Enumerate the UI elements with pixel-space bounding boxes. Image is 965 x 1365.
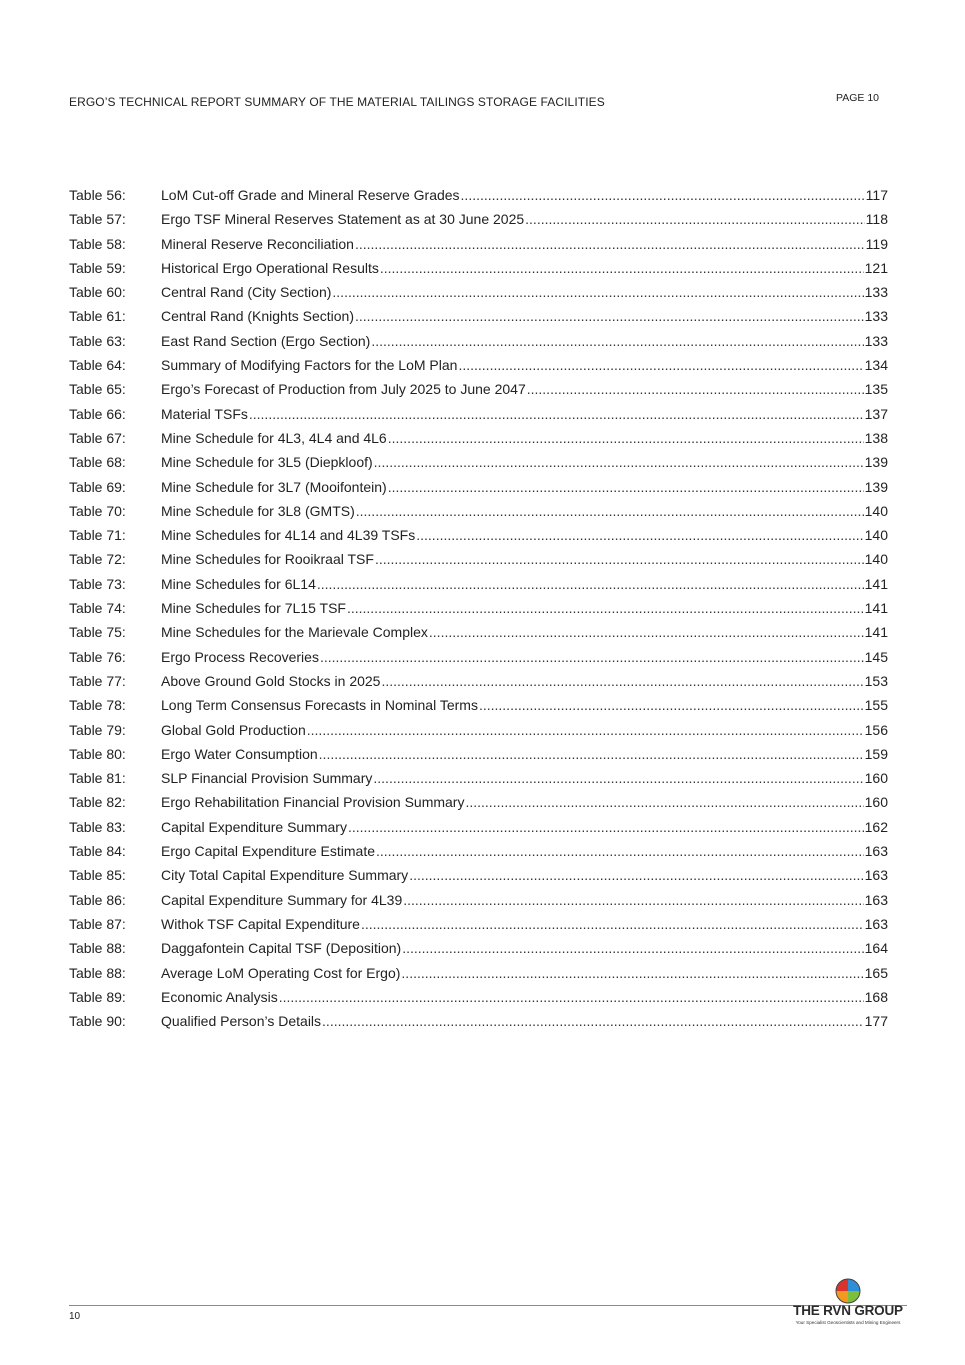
toc-entry[interactable]: [69, 452, 888, 476]
toc-dot-leader: [465, 792, 863, 812]
toc-dot-leader: [388, 477, 864, 497]
toc-dot-leader: [388, 428, 864, 448]
toc-dot-leader: [429, 622, 864, 642]
toc-dot-leader: [371, 331, 863, 351]
toc-entry-number: Table 86:: [69, 891, 126, 908]
toc-entry-title: Mine Schedules for the Marievale Complex: [161, 624, 428, 641]
toc-entry-title: City Total Capital Expenditure Summary: [161, 867, 409, 884]
toc-entry[interactable]: [69, 817, 888, 841]
toc-dot-leader: [249, 404, 864, 424]
toc-entry[interactable]: [69, 938, 888, 962]
toc-entry-title: Central Rand (City Section): [161, 284, 332, 301]
toc-entry-page: 118: [865, 211, 888, 228]
toc-entry[interactable]: [69, 234, 888, 258]
toc-dot-leader: [409, 865, 863, 885]
toc-entry-number: Table 65:: [69, 381, 126, 398]
toc-entry-title: Mine Schedule for 4L3, 4L4 and 4L6: [161, 429, 387, 446]
toc-dot-leader: [361, 914, 864, 934]
toc-entry[interactable]: [69, 282, 888, 306]
toc-entry-title: Qualified Person’s Details: [161, 1013, 322, 1030]
toc-dot-leader: [380, 258, 864, 278]
toc-entry-number: Table 56:: [69, 187, 126, 203]
toc-dot-leader: [479, 695, 864, 715]
toc-entry-title: Above Ground Gold Stocks in 2025: [161, 672, 381, 689]
logo-pinwheel-icon: [834, 1277, 862, 1305]
toc-entry-title: Capital Expenditure Summary for 4L39: [161, 891, 403, 908]
toc-entry-title: Economic Analysis: [161, 988, 278, 1005]
toc-entry-number: Table 81:: [69, 770, 126, 787]
toc-entry-page: 145: [864, 648, 888, 665]
toc-entry-page: 156: [864, 721, 888, 738]
toc-entry-title: Central Rand (Knights Section): [161, 308, 354, 325]
toc-dot-leader: [307, 720, 864, 740]
toc-entry[interactable]: [69, 647, 888, 671]
toc-entry-page: 164: [864, 940, 888, 957]
toc-entry-page: 133: [864, 332, 888, 349]
toc-entry[interactable]: [69, 258, 888, 282]
toc-entry-number: Table 72:: [69, 551, 126, 568]
logo-tagline: Your Specialist Geoscientists and Mining Engineers: [795, 1320, 901, 1325]
header-title: ERGO’S TECHNICAL REPORT SUMMARY OF THE MATERIAL TAILINGS STORAGE FACILITIES: [69, 95, 605, 109]
toc-entry-title: Global Gold Production: [161, 721, 306, 738]
toc-entry-page: 117: [865, 187, 888, 203]
toc-entry-number: Table 77:: [69, 672, 126, 689]
toc-entry-title: Material TSFs: [161, 405, 248, 422]
toc-entry-number: Table 76:: [69, 648, 126, 665]
toc-dot-leader: [374, 452, 864, 472]
toc-entry-page: 177: [864, 1013, 888, 1030]
toc-entry[interactable]: [69, 598, 888, 622]
toc-entry[interactable]: [69, 209, 888, 233]
toc-entry[interactable]: [69, 477, 888, 501]
toc-entry-title: Mine Schedules for 4L14 and 4L39 TSFs: [161, 527, 416, 544]
toc-entry-title: Withok TSF Capital Expenditure: [161, 915, 360, 932]
toc-dot-leader: [356, 501, 864, 521]
toc-dot-leader: [348, 817, 864, 837]
toc-entry-page: 140: [864, 551, 888, 568]
toc-entry-title: Mine Schedules for Rooikraal TSF: [161, 551, 374, 568]
toc-dot-leader: [355, 234, 865, 254]
toc-entry-page: 160: [864, 794, 888, 811]
toc-entry-page: 141: [864, 624, 888, 641]
toc-entry[interactable]: [69, 792, 888, 816]
toc-entry-number: Table 88:: [69, 964, 126, 981]
toc-entry-title: Average LoM Operating Cost for Ergo): [161, 964, 401, 981]
toc-entry[interactable]: [69, 963, 888, 987]
toc-entry[interactable]: [69, 501, 888, 525]
toc-dot-leader: [376, 841, 864, 861]
toc-entry-number: Table 71:: [69, 527, 126, 544]
toc-entry-number: Table 87:: [69, 915, 126, 932]
toc-entry-page: 141: [864, 600, 888, 617]
toc-entry-number: Table 75:: [69, 624, 126, 641]
toc-entry[interactable]: [69, 574, 888, 598]
toc-entry-page: 139: [864, 454, 888, 471]
toc-entry[interactable]: [69, 744, 888, 768]
toc-dot-leader: [461, 185, 865, 205]
toc-entry-title: Ergo’s Forecast of Production from July 2025 to June 2047: [161, 381, 526, 398]
toc-entry-number: Table 59:: [69, 259, 126, 276]
toc-entry-page: 140: [864, 527, 888, 544]
toc-entry-title: Long Term Consensus Forecasts in Nominal Terms: [161, 697, 478, 714]
toc-entry-page: 138: [864, 429, 888, 446]
toc-entry-page: 133: [864, 284, 888, 301]
toc-entry-number: Table 73:: [69, 575, 126, 592]
toc-entry[interactable]: [69, 404, 888, 428]
table-of-contents: [69, 185, 888, 1035]
header-page-label: PAGE 10: [836, 92, 879, 104]
toc-entry[interactable]: [69, 355, 888, 379]
toc-entry-number: Table 60:: [69, 284, 126, 301]
toc-entry-page: 163: [864, 891, 888, 908]
toc-dot-leader: [416, 525, 863, 545]
toc-entry[interactable]: [69, 987, 888, 1011]
toc-entry-number: Table 61:: [69, 308, 126, 325]
toc-entry-number: Table 83:: [69, 818, 126, 835]
toc-entry-number: Table 80:: [69, 745, 126, 762]
toc-entry-page: 140: [864, 502, 888, 519]
toc-entry[interactable]: [69, 1011, 888, 1035]
logo-name: THE RVN GROUP: [793, 1303, 903, 1318]
toc-entry-number: Table 67:: [69, 429, 126, 446]
toc-entry[interactable]: [69, 525, 888, 549]
toc-entry[interactable]: [69, 379, 888, 403]
toc-dot-leader: [355, 306, 864, 326]
toc-entry[interactable]: [69, 720, 888, 744]
toc-entry[interactable]: [69, 914, 888, 938]
toc-entry-title: SLP Financial Provision Summary: [161, 770, 373, 787]
toc-entry-title: Ergo TSF Mineral Reserves Statement as at 30 June 2025: [161, 211, 525, 228]
toc-entry-title: Mine Schedule for 3L8 (GMTS): [161, 502, 355, 519]
toc-entry-number: Table 57:: [69, 211, 126, 228]
toc-entry-title: Ergo Process Recoveries: [161, 648, 319, 665]
toc-dot-leader: [525, 209, 865, 229]
toc-entry-page: 119: [865, 235, 888, 252]
toc-entry[interactable]: [69, 185, 888, 209]
toc-dot-leader: [332, 282, 863, 302]
toc-entry-title: LoM Cut-off Grade and Mineral Reserve Grades: [161, 187, 460, 203]
toc-dot-leader: [381, 671, 863, 691]
toc-dot-leader: [322, 1011, 864, 1031]
toc-entry[interactable]: [69, 306, 888, 330]
toc-entry-page: 165: [864, 964, 888, 981]
toc-entry[interactable]: [69, 890, 888, 914]
toc-entry-title: Capital Expenditure Summary: [161, 818, 347, 835]
toc-entry-number: Table 64:: [69, 357, 126, 374]
toc-entry-number: Table 74:: [69, 600, 126, 617]
footer-divider: [69, 1305, 907, 1306]
toc-entry-number: Table 89:: [69, 988, 126, 1005]
toc-entry[interactable]: [69, 549, 888, 573]
toc-entry-page: 133: [864, 308, 888, 325]
rvn-group-logo: [786, 1275, 910, 1330]
toc-dot-leader: [403, 890, 863, 910]
toc-dot-leader: [458, 355, 863, 375]
toc-entry-number: Table 84:: [69, 843, 126, 860]
toc-entry-page: 168: [864, 988, 888, 1005]
toc-dot-leader: [320, 647, 864, 667]
toc-entry[interactable]: [69, 695, 888, 719]
toc-entry-title: Daggafontein Capital TSF (Deposition): [161, 940, 402, 957]
toc-dot-leader: [402, 938, 863, 958]
toc-entry[interactable]: [69, 671, 888, 695]
toc-entry-page: 135: [864, 381, 888, 398]
toc-entry-page: 141: [864, 575, 888, 592]
toc-entry[interactable]: [69, 622, 888, 646]
toc-entry-number: Table 90:: [69, 1013, 126, 1030]
toc-entry-number: Table 69:: [69, 478, 126, 495]
toc-dot-leader: [279, 987, 864, 1007]
toc-entry-number: Table 79:: [69, 721, 126, 738]
toc-entry-title: Historical Ergo Operational Results: [161, 259, 379, 276]
toc-dot-leader: [401, 963, 863, 983]
toc-entry-page: 155: [864, 697, 888, 714]
toc-entry-title: Ergo Capital Expenditure Estimate: [161, 843, 375, 860]
toc-entry-title: Ergo Rehabilitation Financial Provision Summary: [161, 794, 465, 811]
toc-entry-number: Table 78:: [69, 697, 126, 714]
toc-entry-title: East Rand Section (Ergo Section): [161, 332, 371, 349]
toc-entry-title: Mine Schedules for 7L15 TSF: [161, 600, 346, 617]
toc-entry-page: 160: [864, 770, 888, 787]
toc-dot-leader: [347, 598, 864, 618]
toc-entry[interactable]: [69, 768, 888, 792]
footer-page-number: 10: [69, 1311, 81, 1322]
toc-entry-page: 163: [864, 915, 888, 932]
toc-entry-title: Ergo Water Consumption: [161, 745, 318, 762]
toc-entry-number: Table 88:: [69, 940, 126, 957]
toc-entry-page: 137: [864, 405, 888, 422]
toc-entry-page: 134: [864, 357, 888, 374]
toc-entry-title: Summary of Modifying Factors for the LoM Plan: [161, 357, 458, 374]
toc-entry[interactable]: [69, 331, 888, 355]
toc-entry-title: Mine Schedule for 3L5 (Diepkloof): [161, 454, 373, 471]
toc-entry-title: Mine Schedules for 6L14: [161, 575, 316, 592]
toc-entry-number: Table 58:: [69, 235, 126, 252]
toc-entry-title: Mine Schedule for 3L7 (Mooifontein): [161, 478, 387, 495]
toc-entry-number: Table 82:: [69, 794, 126, 811]
toc-entry-number: Table 66:: [69, 405, 126, 422]
toc-entry-number: Table 70:: [69, 502, 126, 519]
toc-entry[interactable]: [69, 841, 888, 865]
toc-entry-page: 159: [864, 745, 888, 762]
toc-entry-page: 121: [864, 259, 888, 276]
toc-dot-leader: [319, 744, 864, 764]
toc-entry-number: Table 68:: [69, 454, 126, 471]
toc-entry-page: 139: [864, 478, 888, 495]
toc-dot-leader: [373, 768, 863, 788]
toc-entry-page: 153: [864, 672, 888, 689]
toc-entry[interactable]: [69, 865, 888, 889]
toc-entry-number: Table 85:: [69, 867, 126, 884]
toc-dot-leader: [317, 574, 864, 594]
toc-entry-number: Table 63:: [69, 332, 126, 349]
toc-entry-title: Mineral Reserve Reconciliation: [161, 235, 354, 252]
toc-entry-page: 163: [864, 843, 888, 860]
toc-entry[interactable]: [69, 428, 888, 452]
toc-entry-page: 162: [864, 818, 888, 835]
toc-dot-leader: [375, 549, 864, 569]
toc-entry-page: 163: [864, 867, 888, 884]
toc-dot-leader: [527, 379, 864, 399]
